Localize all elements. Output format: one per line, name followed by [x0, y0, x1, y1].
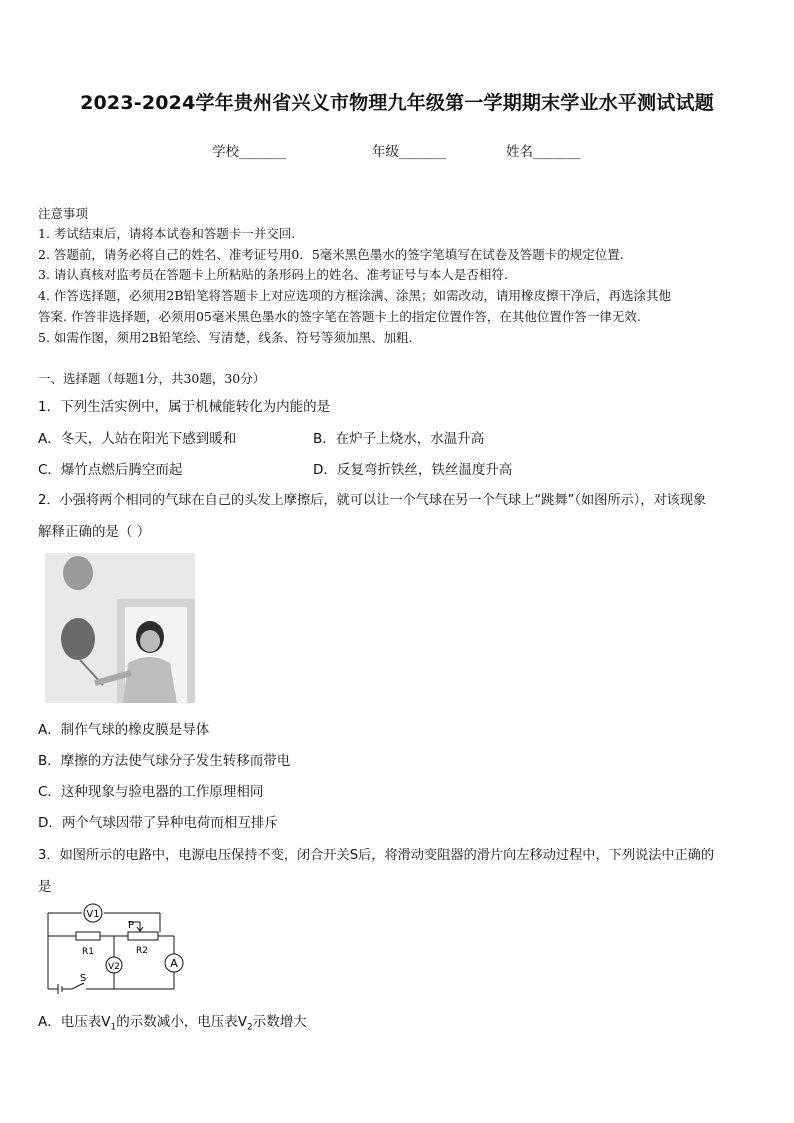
- notice-item: 5. 如需作图，须用2B铅笔绘、写清楚，线条、符号等须加黑、加粗.: [38, 330, 413, 345]
- circuit-diagram: [42, 902, 190, 998]
- question-2-option-b: B．摩擦的方法使气球分子发生转移而带电: [38, 753, 291, 769]
- slider-p-label: P: [128, 920, 135, 931]
- question-3-stem: 是: [38, 879, 52, 895]
- balloon-photo: [45, 553, 195, 703]
- question-2-option-a: A．制作气球的橡皮膜是导体: [38, 722, 210, 738]
- notice-item: 1. 考试结束后，请将本试卷和答题卡一并交回.: [38, 226, 296, 241]
- grade-field: 年级_______: [372, 144, 447, 160]
- question-1-option-d: D．反复弯折铁丝，铁丝温度升高: [313, 462, 513, 478]
- switch-s-label: S: [80, 973, 87, 984]
- question-2-stem: 2．小强将两个相同的气球在自己的头发上摩擦后，就可以让一个气球在另一个气球上“跳舞”（如图所示），对该现象: [38, 493, 707, 508]
- option-text: 示数增大: [252, 1014, 307, 1030]
- notice-item: 2. 答题前，请务必将自己的姓名、准考证号用0．5毫米黑色墨水的签字笔填写在试卷及答题卡的规定位置.: [38, 247, 624, 262]
- voltmeter-v2-label: V2: [108, 962, 120, 972]
- ammeter-label: A: [170, 957, 178, 970]
- question-1-option-a: A．冬天，人站在阳光下感到暖和: [38, 431, 237, 447]
- page-title: 2023-2024学年贵州省兴义市物理九年级第一学期期末学业水平测试试题: [80, 92, 714, 114]
- resistor-r1-label: R1: [82, 947, 94, 957]
- option-text: A．电压表V: [38, 1014, 111, 1030]
- notice-item: 3. 请认真核对监考员在答题卡上所粘贴的条形码上的姓名、准考证号与本人是否相符.: [38, 267, 508, 282]
- subscript: 1: [110, 1022, 117, 1033]
- subscript: 2: [246, 1022, 253, 1033]
- question-1-option-b: B．在炉子上烧水，水温升高: [313, 431, 485, 447]
- notice-heading: 注意事项: [38, 206, 89, 221]
- question-1-option-c: C．爆竹点燃后腾空而起: [38, 462, 183, 478]
- question-3-option-a: [38, 1010, 307, 1033]
- question-2-option-c: C．这种现象与验电器的工作原理相同: [38, 784, 264, 800]
- notice-item: 答案. 作答非选择题，必须用05毫米黑色墨水的签字笔在答题卡上的指定位置作答，在其他位置作答一律无效.: [38, 309, 641, 324]
- resistor-r2-label: R2: [136, 946, 148, 956]
- section-heading: 一、选择题（每题1分，共30题，30分）: [38, 371, 266, 386]
- question-2-stem: 解释正确的是（ ）: [38, 524, 151, 540]
- voltmeter-v1-label: V1: [86, 909, 100, 920]
- school-field: 学校_______: [212, 144, 287, 160]
- question-1-stem: 1．下列生活实例中，属于机械能转化为内能的是: [38, 399, 331, 415]
- notice-item: 4. 作答选择题，必须用2B铅笔将答题卡上对应选项的方框涂满、涂黑；如需改动，请用橡皮擦干净后，再选涂其他: [38, 288, 672, 303]
- name-field: 姓名_______: [506, 144, 581, 160]
- question-3-stem: 3．如图所示的电路中，电源电压保持不变，闭合开关S后，将滑动变阻器的滑片向左移动过程中，下列说法中正确的: [38, 848, 715, 863]
- question-2-option-d: D．两个气球因带了异种电荷而相互排斥: [38, 815, 278, 831]
- option-text: 的示数减小，电压表V: [116, 1014, 247, 1030]
